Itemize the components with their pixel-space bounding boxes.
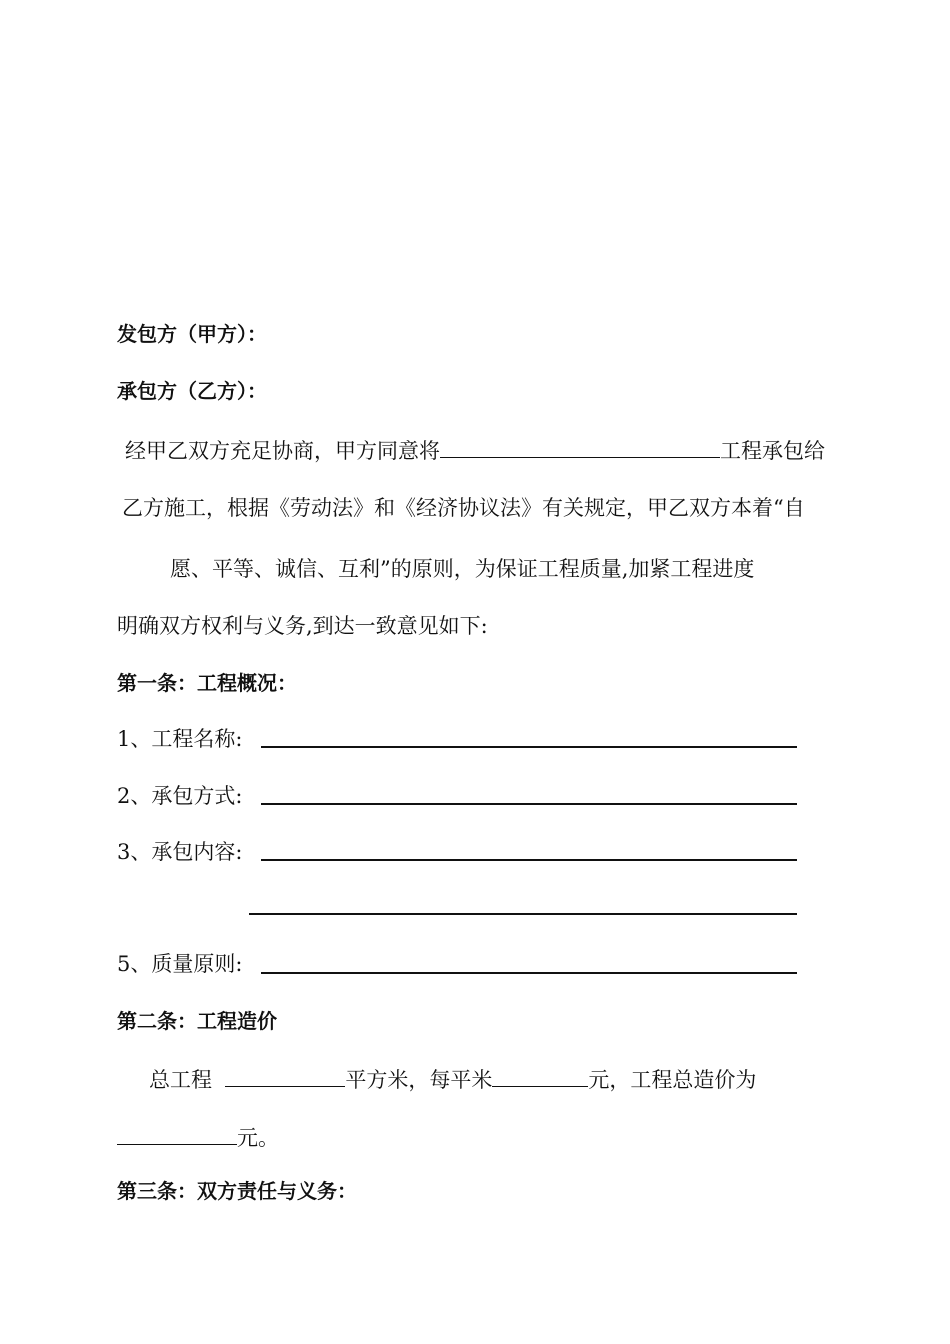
- project-blank[interactable]: [440, 435, 720, 458]
- contract-content-field-2[interactable]: [249, 913, 797, 915]
- price-text-d: 元。: [237, 1126, 279, 1150]
- price-text-a: 总工程: [149, 1068, 212, 1092]
- intro-line-4: 明确双方权利与义务,到达一致意见如下:: [117, 614, 488, 638]
- area-blank[interactable]: [225, 1064, 345, 1087]
- item-contract-content-label: 3、承包内容:: [117, 840, 243, 864]
- project-name-field[interactable]: [261, 746, 797, 748]
- unit-price-blank[interactable]: [492, 1064, 588, 1087]
- price-text-c: 元，工程总造价为: [588, 1068, 757, 1092]
- intro-line-2: 乙方施工，根据《劳动法》和《经济协议法》有关规定，甲乙双方本着“自: [122, 496, 805, 520]
- article-3-title: 第三条：双方责任与义务：: [117, 1179, 357, 1203]
- article-1-title: 第一条：工程概况：: [117, 671, 297, 695]
- item-contract-method-label: 2、承包方式:: [117, 784, 243, 808]
- price-line-1: [149, 1064, 756, 1094]
- party-a-label: 发包方（甲方）：: [117, 322, 267, 346]
- total-price-blank[interactable]: [117, 1122, 237, 1145]
- intro-text-1a: 经甲乙双方充足协商，甲方同意将: [125, 439, 440, 463]
- price-line-2: [117, 1122, 279, 1152]
- price-text-b: 平方米，每平米: [345, 1068, 493, 1092]
- contract-content-field[interactable]: [261, 859, 797, 861]
- party-b-label: 承包方（乙方）：: [117, 379, 267, 403]
- article-2-title: 第二条：工程造价: [117, 1009, 277, 1033]
- item-quality-label: 5、质量原则:: [117, 952, 243, 976]
- intro-text-1b: 工程承包给: [720, 439, 825, 463]
- item-project-name-label: 1、工程名称:: [117, 727, 243, 751]
- intro-line-1: [125, 435, 825, 465]
- intro-line-3: 愿、平等、诚信、互利”的原则，为保证工程质量,加紧工程进度: [170, 557, 755, 581]
- quality-field[interactable]: [261, 972, 797, 974]
- contract-method-field[interactable]: [261, 803, 797, 805]
